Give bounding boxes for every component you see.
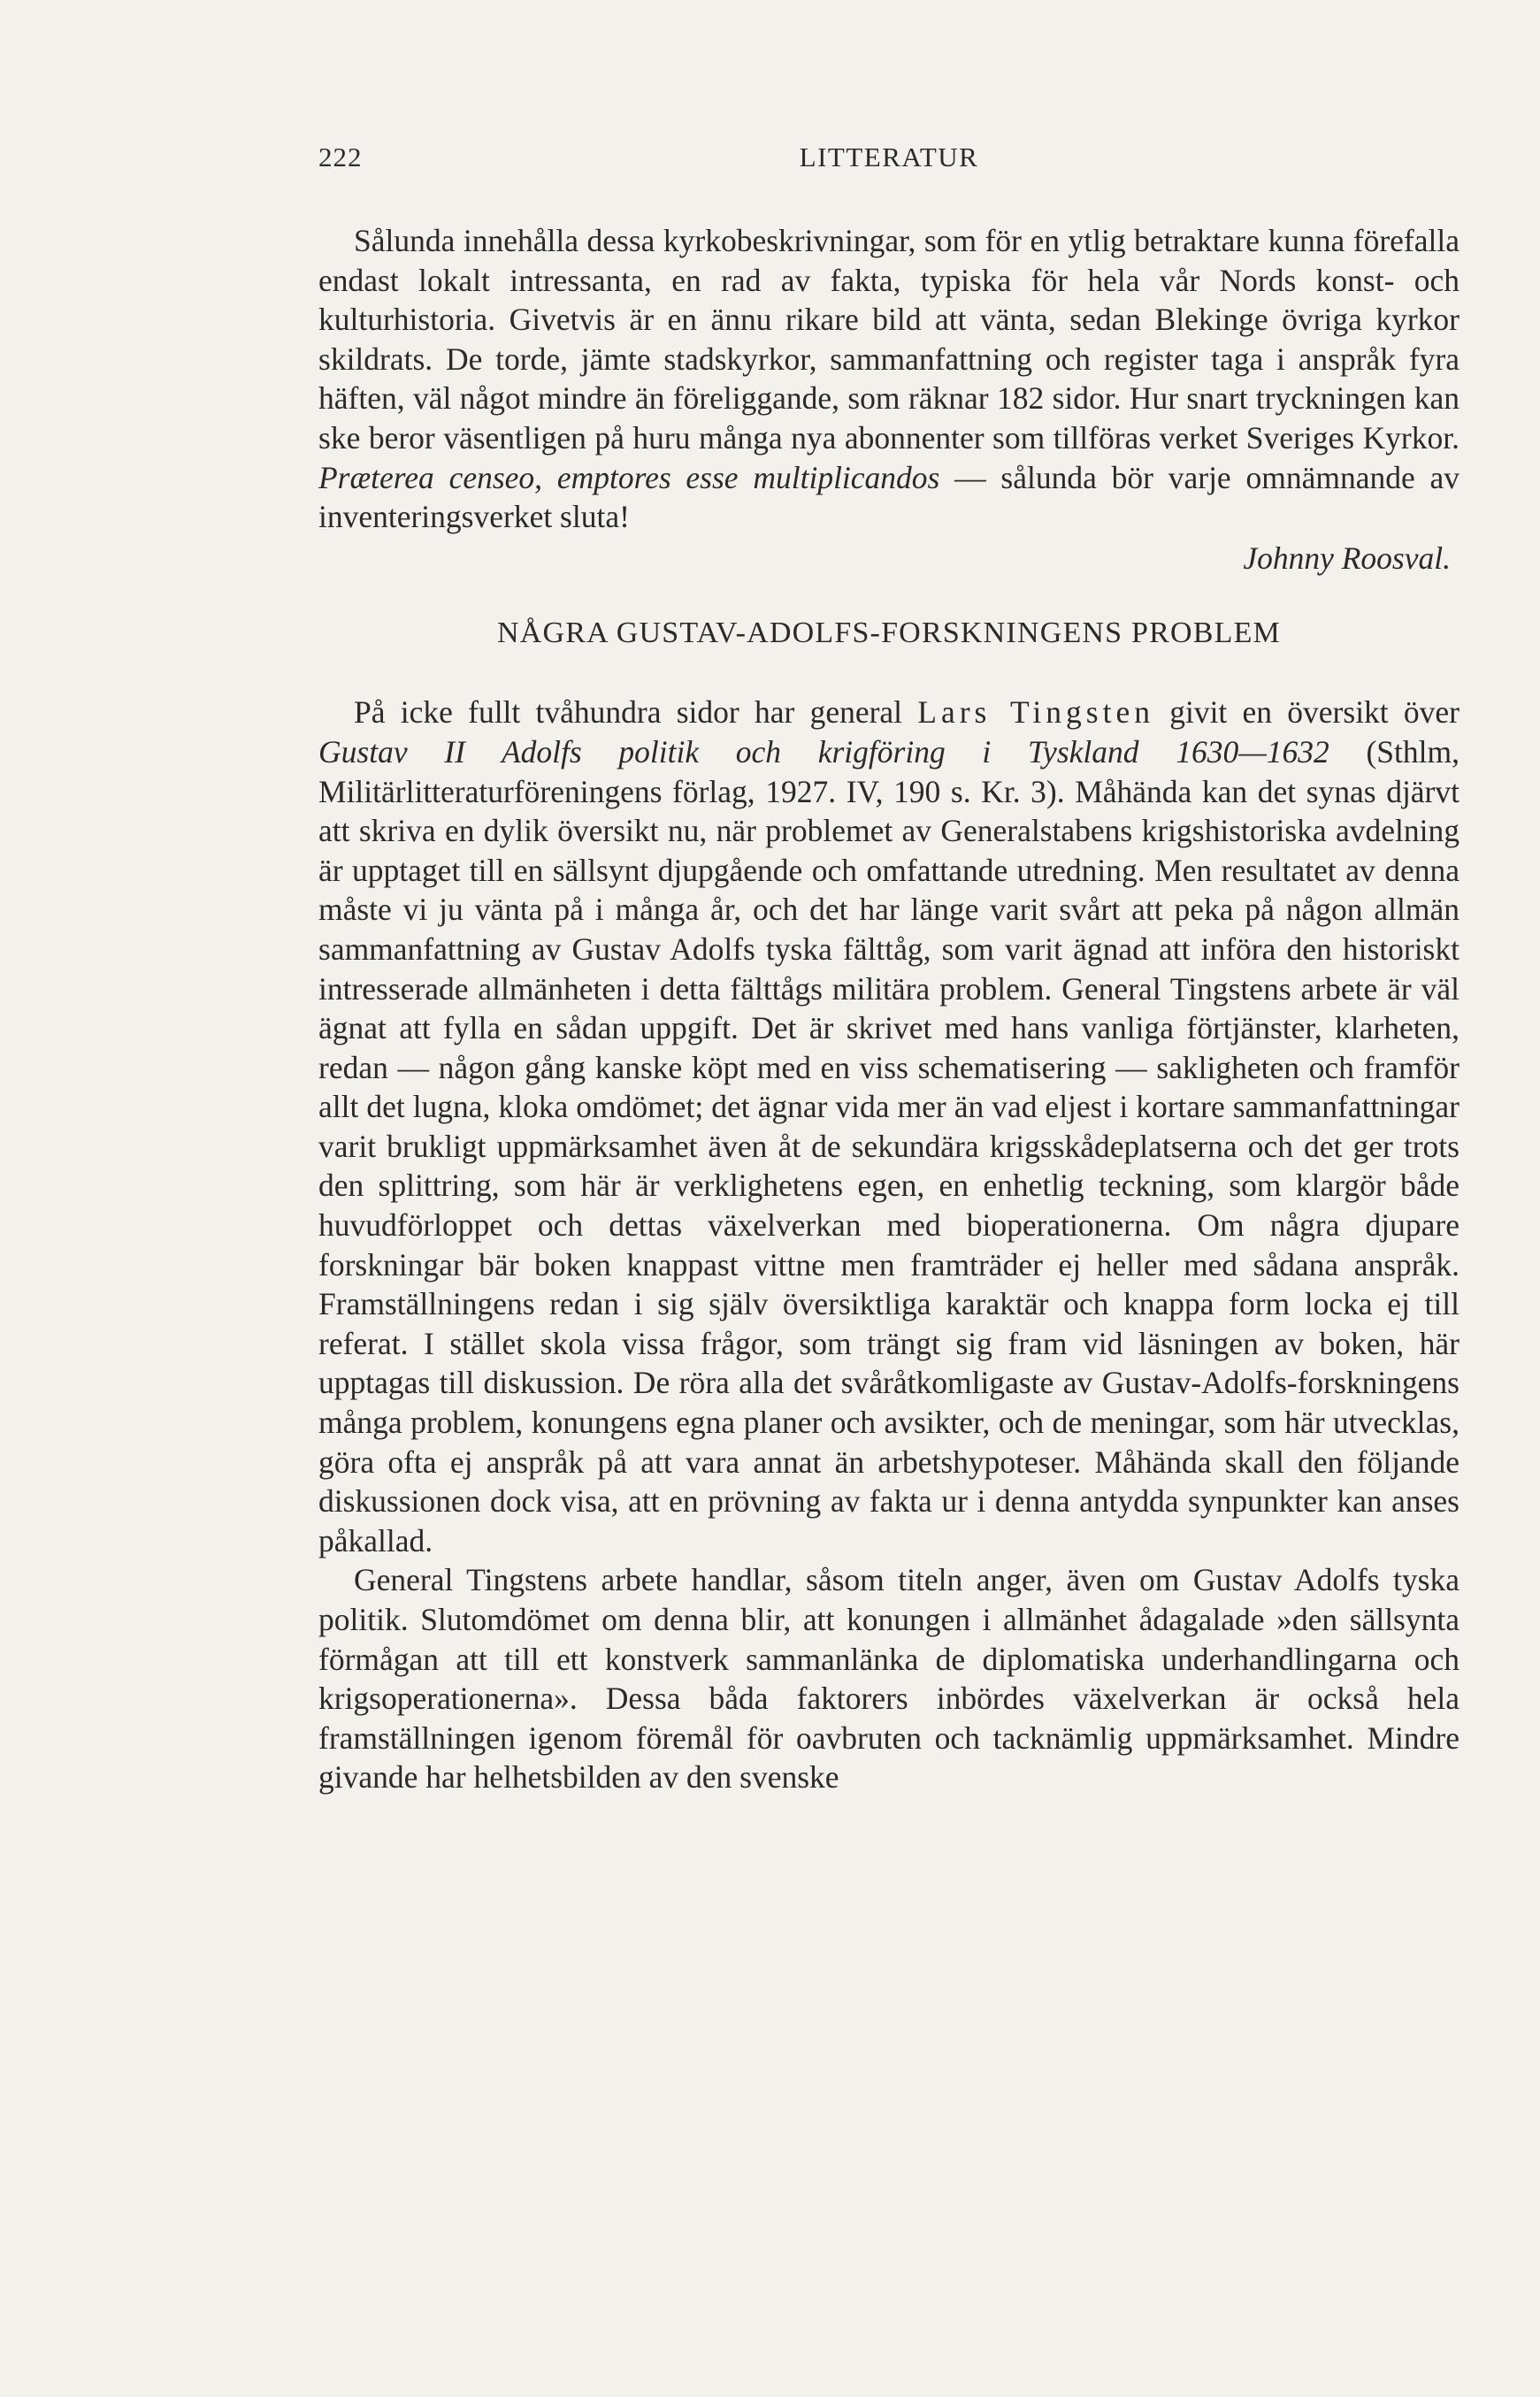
review-signature: Johnny Roosval.	[1243, 540, 1451, 576]
article-paragraph-2: General Tingstens arbete handlar, såsom titeln anger, även om Gustav Adolfs tyska politik. Slutomdömet om denna blir, att konungen i allmänhet ådagalade »den sällsynta förmågan att till ett konstverk sammanlänka de diplomatiska underhandlingarna och krigsoperationerna». Dessa båda faktorers inbördes växelverkan är också hela framställningen igenom föremål för oavbruten och tacknämlig uppmärksamhet. Mindre givande har helhetsbilden av den svenske	[318, 1562, 1460, 1796]
latin-quote: Præterea censeo, emptores esse multiplicandos	[318, 459, 940, 495]
review-paragraph	[318, 221, 1460, 537]
article-paragraph-1	[318, 693, 1460, 1560]
running-head	[318, 142, 1460, 186]
article-body	[318, 693, 1460, 1797]
p1-text-a: På icke fullt tvåhundra sidor har general	[354, 694, 918, 731]
author-name: Lars Tingsten	[917, 694, 1154, 731]
p1-text-c: (Sthlm, Militärlitteraturföreningens förlag, 1927. IV, 190 s. Kr. 3). Måhända kan det synas djärvt att skriva en dylik översikt nu, när problemet av Generalstabens krigshistoriska avdelning är upptaget till en sällsynt djupgående och omfattande utredning. Men resultatet av denna måste vi ju vänta på i många år, och det har länge varit svårt att peka på någon allmän sammanfattning av Gustav Adolfs tyska fälttåg, som varit ägnad att införa den historiskt intresserade allmänheten i detta fälttågs militära problem. General Tingstens arbete är väl ägnat att fylla en sådan uppgift. Det är skrivet med hans vanliga förtjänster, klarheten, redan — någon gång kanske köpt med en viss schematisering — sakligheten och framför allt det lugna, kloka omdömet; det ägnar vida mer än vad eljest i kortare sammanfattningar varit brukligt uppmärksamhet även åt de sekundära krigsskådeplatserna och det ger trots den splittring, som här är verklighetens egen, en enhetlig teckning, som klargör både huvudförloppet och dettas växelverkan med bioperationerna. Om några djupare forskningar bär boken knappast vittne men framträder ej heller med sådana anspråk. Framställningens redan i sig själv översiktliga karaktär och knappa form locka ej till referat. I stället skola vissa frågor, som trängt sig fram vid läsningen av boken, här upptagas till diskussion. De röra alla det svåråtkomligaste av Gustav-Adolfs-forskningens många problem, konungens egna planer och avsikter, och de meningar, som här utvecklas, göra ofta ej anspråk på att vara annat än arbetshypoteser. Måhända skall den följande diskussionen dock visa, att en prövning av fakta ur i denna antydda synpunkter kan anses påkallad.	[318, 733, 1460, 1558]
book-title: Gustav II Adolfs politik och krigföring i Tyskland 1630—1632	[318, 733, 1329, 770]
running-title: LITTERATUR	[799, 142, 979, 172]
page	[318, 142, 1460, 1797]
page-number: 222	[318, 142, 363, 172]
review-text-b: — sålunda bör varje omnämnande av inventeringsverket sluta!	[318, 459, 1460, 535]
review-conclusion	[318, 221, 1460, 537]
section-heading: NÅGRA GUSTAV-ADOLFS-FORSKNINGENS PROBLEM	[497, 616, 1281, 650]
p1-text-b: givit en översikt över	[1153, 694, 1460, 731]
review-text-a: Sålunda innehålla dessa kyrkobeskrivningar, som för en ytlig betraktare kunna förefalla endast lokalt intressanta, en rad av fakta, typiska för hela vår Nords konst- och kulturhistoria. Givetvis är en ännu rikare bild att vänta, sedan Blekinge övriga kyrkor skildrats. De torde, jämte stadskyrkor, sammanfattning och register taga i anspråk fyra häften, väl något mindre än föreliggande, som räknar 182 sidor. Hur snart tryckningen kan ske beror väsentligen på huru många nya abonnenter som tillföras verket Sveriges Kyrkor.	[318, 223, 1460, 456]
